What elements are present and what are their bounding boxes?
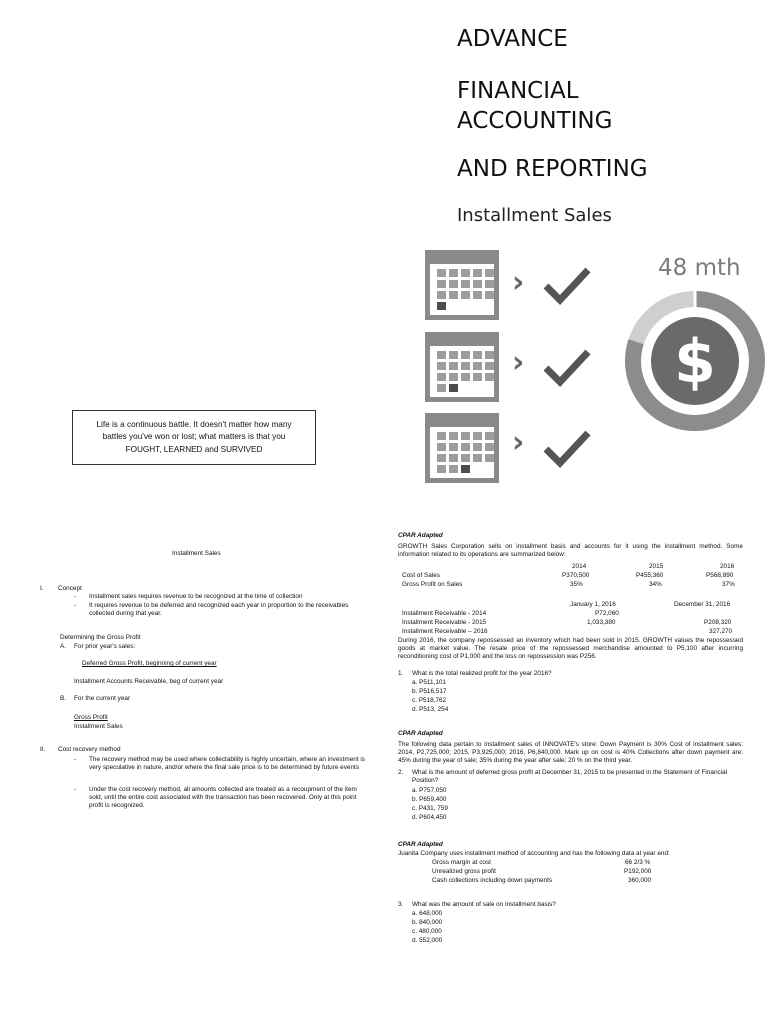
- cover-title-line: AND REPORTING: [457, 156, 648, 182]
- table-cell: 360,000: [628, 877, 652, 884]
- quote-box: [72, 410, 316, 465]
- problem-header: CPAR Adapted: [398, 532, 443, 539]
- table-cell: Gross margin at cost: [432, 859, 491, 866]
- bullet-dash: -: [74, 602, 77, 609]
- quote-line: Life is a continuous battle. It doesn't matter how many: [96, 419, 292, 429]
- checkmark-icon: [540, 346, 594, 388]
- answer-choice: b. P659,400: [412, 796, 447, 803]
- answer-choice: d. 552,000: [412, 937, 443, 944]
- section-title: Cost recovery method: [58, 746, 121, 753]
- quote-line: battles you've won or lost; what matters is that you: [102, 432, 286, 442]
- problem-text: The following data pertain to installment sales of INNOVATE's store: Down Payment is 30% Cost of installment sales: 2014, P2,725,000; 2015, P3,925,000; 2016, P6,840,000. Mark up on cost is 40% Collections after down payment are: 45% during the year of sale; 35% during the year after sale; 20 % on the third year.: [398, 741, 743, 764]
- problem-text: During 2016, the company repossessed an inventory which had been sold in 2015. GROWTH values the repossessed goods at market value. The resale price of the repossessed merchandise amounted to P5,100 after incurring reconditioning cost of P1,000 and the loss on repossession was P256.: [398, 637, 743, 660]
- question-text: What is the total realized profit for the year 2016?: [412, 670, 552, 677]
- table-cell: 1,033,380: [587, 619, 616, 626]
- bullet-text: It requires revenue to be deferred and recognized each year in proportion to the receivables collected during that year.: [89, 602, 349, 617]
- problem-header: CPAR Adapted: [398, 841, 443, 848]
- bullet-dash: -: [74, 786, 77, 793]
- bullet-dash: -: [74, 593, 77, 600]
- svg-text:$: $: [674, 327, 716, 397]
- dollar-gauge-icon: [622, 288, 768, 434]
- answer-choice: c. P518,762: [412, 697, 447, 704]
- table-header: January 1, 2016: [570, 601, 616, 608]
- checkmark-icon: [540, 427, 594, 469]
- calendar-icon: [425, 413, 499, 483]
- list-label: A.: [60, 643, 67, 650]
- question-number: 1.: [398, 670, 404, 677]
- table-cell: 66 2/3 %: [625, 859, 651, 866]
- answer-choice: d. P604,450: [412, 814, 447, 821]
- question-number: 3.: [398, 901, 404, 908]
- answer-choice: b. 840,000: [412, 919, 443, 926]
- answer-choice: c. 480,000: [412, 928, 442, 935]
- table-cell: 327,270: [709, 628, 733, 635]
- list-text: For the current year: [74, 695, 131, 702]
- chevron-right-icon: ›: [512, 345, 525, 380]
- calendar-icon: [425, 250, 499, 320]
- cover-title: [457, 24, 757, 184]
- answer-choice: c. P431, 759: [412, 805, 448, 812]
- subheading: Determining the Gross Profit: [60, 634, 141, 641]
- table-cell: Installment Receivable - 2014: [402, 610, 487, 617]
- cover-title-line: FINANCIAL: [457, 78, 579, 104]
- section-number: I.: [40, 585, 44, 592]
- table-header: 2016: [720, 563, 735, 570]
- table-cell: Unrealized gross profit: [432, 868, 496, 875]
- table-cell: P208,320: [704, 619, 732, 626]
- table-cell: P455,360: [636, 572, 664, 579]
- chevron-right-icon: ›: [512, 265, 525, 300]
- bullet-text: Installment sales requires revenue to be recognized at the time of collection: [89, 593, 303, 600]
- table-cell: 37%: [722, 581, 735, 588]
- answer-choice: a. P757,050: [412, 787, 447, 794]
- cover-title-line: ADVANCE: [457, 26, 568, 52]
- table-cell: Cash collections including down payments: [432, 877, 553, 884]
- table-cell: P72,060: [595, 610, 619, 617]
- section-title: Concept: [58, 585, 82, 592]
- table-cell: P192,000: [624, 868, 652, 875]
- answer-choice: d. P513, 254: [412, 706, 449, 713]
- problem-text: Juanita Company uses installment method of accounting and has the following data at year end:: [398, 850, 670, 857]
- formula-numerator: Deferred Gross Profit, beginning of current year: [82, 660, 217, 667]
- table-cell: Cost of Sales: [402, 572, 441, 579]
- table-header: 2015: [649, 563, 664, 570]
- cover-title-line: ACCOUNTING: [457, 108, 613, 134]
- quote-line: FOUGHT, LEARNED and SURVIVED: [125, 444, 263, 454]
- answer-choice: a. 648,000: [412, 910, 443, 917]
- bullet-text: The recovery method may be used where collectability is highly uncertain, where an investment is very speculative in nature, and/or where the final sale price is to be determined by future events: [89, 756, 365, 771]
- calendar-icon: [425, 332, 499, 402]
- table-cell: Installment Receivable – 2016: [402, 628, 488, 635]
- formula-denominator: Installment Accounts Receivable, beg of current year: [74, 678, 224, 685]
- table-header: December 31, 2016: [674, 601, 731, 608]
- problem-header: CPAR Adapted: [398, 730, 443, 737]
- table-header: 2014: [572, 563, 587, 570]
- cover-subtitle: Installment Sales: [457, 205, 612, 226]
- formula-numerator: Gross Profit: [74, 714, 108, 721]
- question-text: What was the amount of sale on installment basis?: [412, 901, 556, 908]
- table-cell: 34%: [649, 581, 662, 588]
- formula-denominator: Installment Sales: [74, 723, 123, 730]
- answer-choice: b. P516,517: [412, 688, 447, 695]
- table-cell: 35%: [570, 581, 583, 588]
- list-text: For prior year's sales:: [74, 643, 136, 650]
- question-text: What is the amount of deferred gross profit at December 31, 2015 to be presented in the Statement of Financial Position?: [412, 769, 728, 784]
- bullet-dash: -: [74, 756, 77, 763]
- checkmark-icon: [540, 264, 594, 306]
- gauge-label: 48 mth: [658, 255, 741, 281]
- answer-choice: a. P511,101: [412, 679, 446, 686]
- question-number: 2.: [398, 769, 404, 776]
- section-number: II.: [40, 746, 46, 753]
- bullet-text: Under the cost recovery method, all amounts collected are treated as a recoupment of the item sold, until the entire cost associated with the transaction has been recovered. Only at this point profit is recognized.: [89, 786, 357, 809]
- table-cell: Gross Profit on Sales: [402, 581, 463, 588]
- chevron-right-icon: ›: [512, 425, 525, 460]
- list-label: B.: [60, 695, 67, 702]
- table-cell: P370,500: [562, 572, 590, 579]
- table-cell: Installment Receivable - 2015: [402, 619, 487, 626]
- problem-text: GROWTH Sales Corporation sells on installment basis and accounts for it using the installment method. Some information related to its operations are summarized below:: [398, 543, 743, 558]
- table-cell: P568,890: [706, 572, 734, 579]
- notes-topic: Installment Sales: [172, 550, 221, 557]
